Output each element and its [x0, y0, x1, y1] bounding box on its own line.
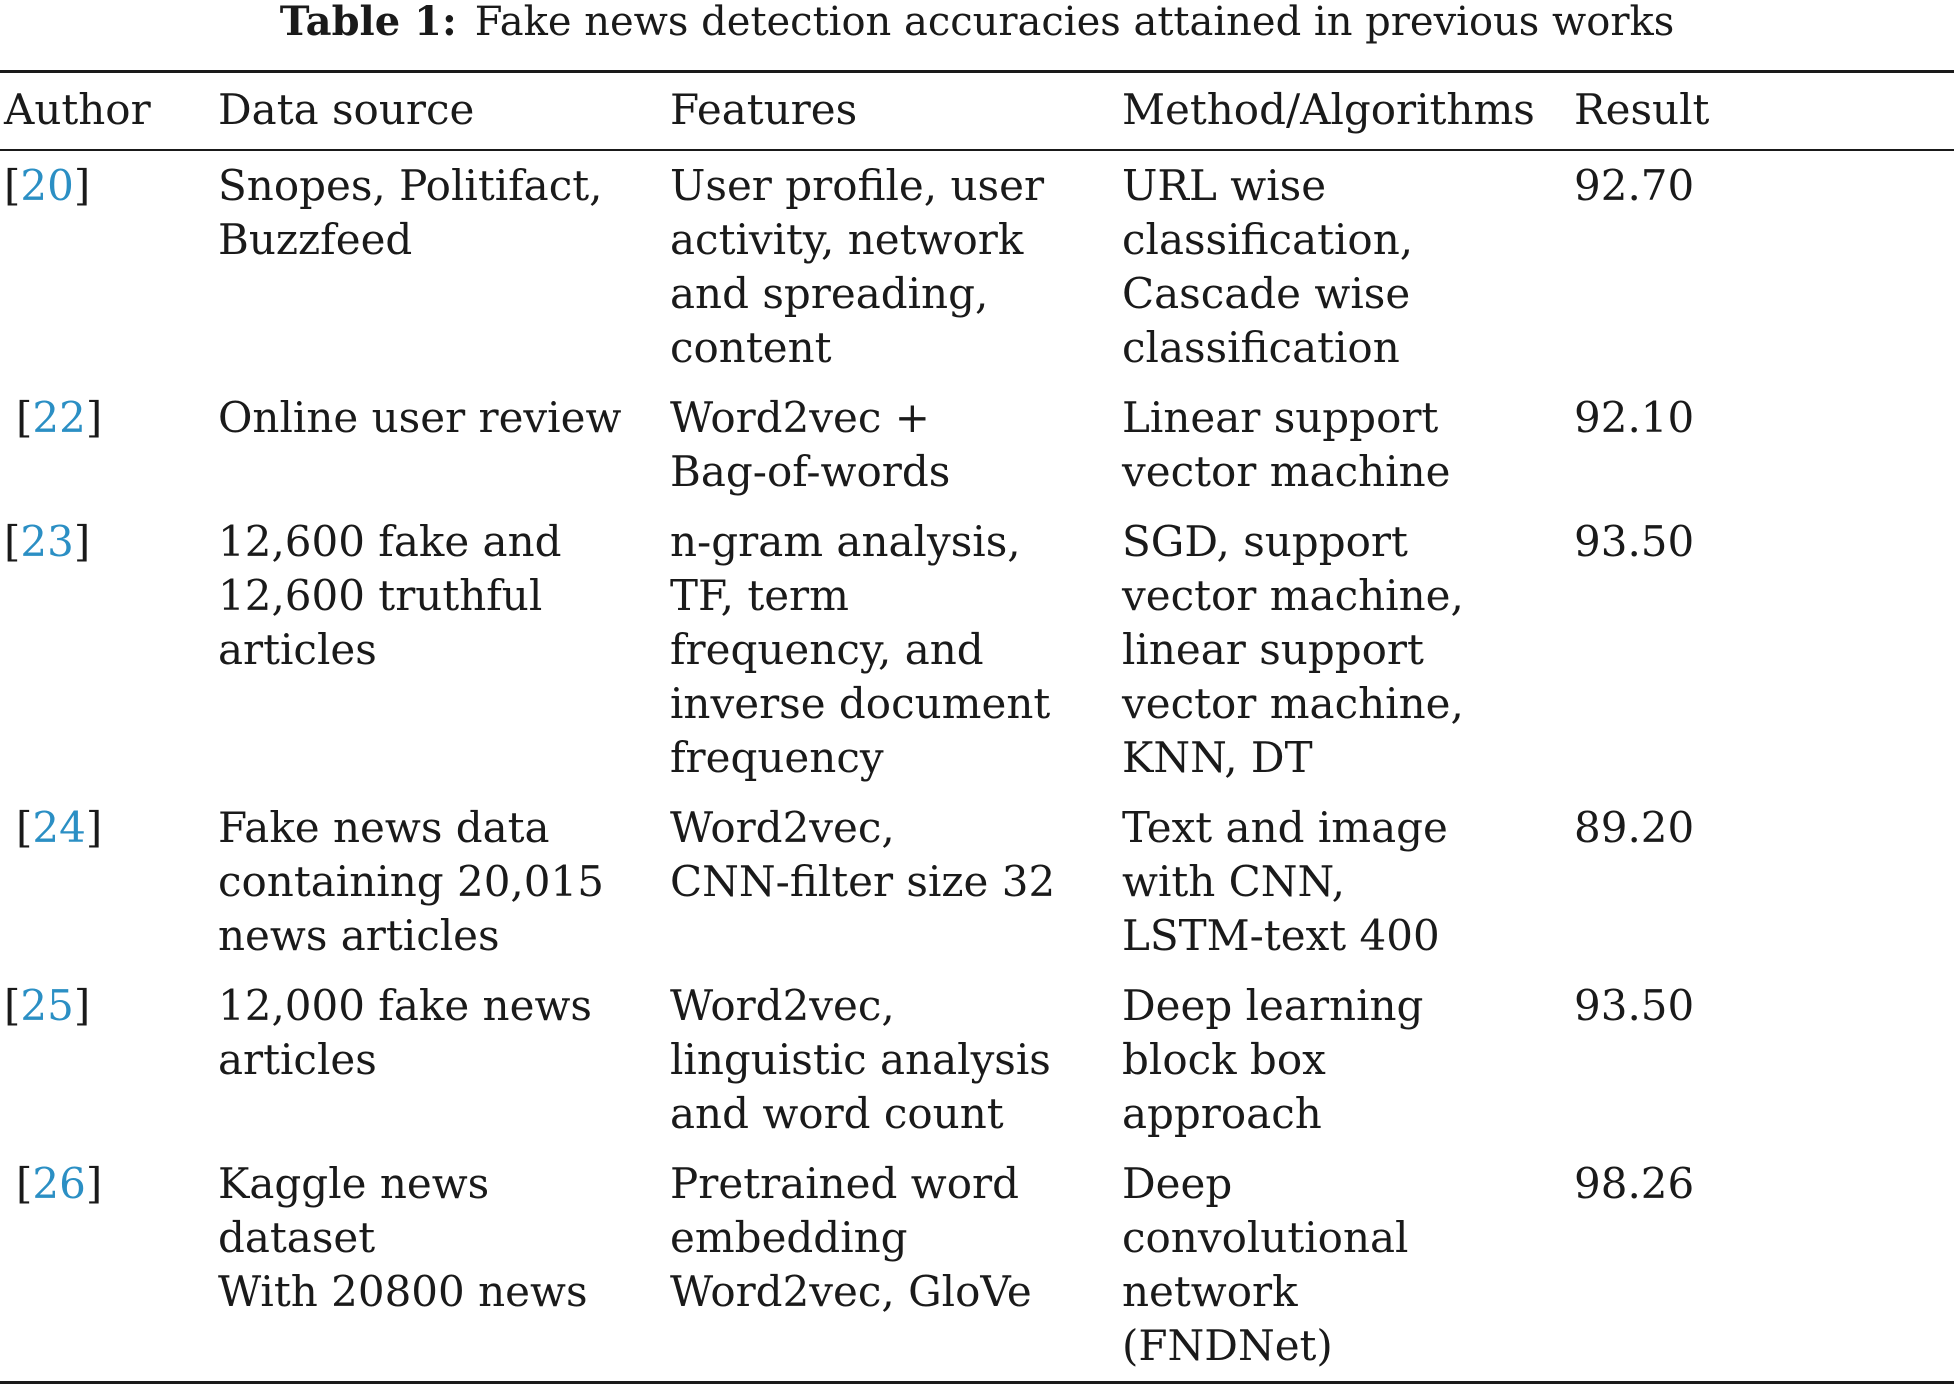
text-line: Snopes, Politifact, — [218, 161, 603, 210]
author-cell: [24] — [16, 803, 103, 852]
table-row — [0, 150, 1954, 383]
text-line: classification, — [1122, 215, 1414, 264]
text-line: network — [1122, 1267, 1298, 1316]
text-line: and spreading, — [670, 269, 989, 318]
text-line: content — [670, 323, 832, 372]
data-source-cell — [218, 507, 670, 793]
data-source-cell — [218, 971, 670, 1149]
text-line: TF, term — [670, 571, 849, 620]
text-line: Buzzfeed — [218, 215, 413, 264]
features-cell — [670, 971, 1122, 1149]
text-line: frequency, and — [670, 625, 984, 674]
method-cell — [1122, 793, 1574, 971]
author-cell: [25] — [4, 981, 91, 1030]
table-row — [0, 793, 1954, 971]
text-line: 12,000 fake news — [218, 981, 592, 1030]
text-line: Fake news data — [218, 803, 550, 852]
reference-link[interactable]: 25 — [20, 981, 74, 1030]
reference-link[interactable]: 22 — [32, 393, 86, 442]
text-line: Text and image — [1122, 803, 1448, 852]
data-source-cell — [218, 150, 670, 383]
result-cell: 98.26 — [1574, 1159, 1695, 1208]
text-line: news articles — [218, 911, 500, 960]
result-cell: 93.50 — [1574, 981, 1695, 1030]
reference-link[interactable]: 20 — [20, 161, 74, 210]
text-line: embedding — [670, 1213, 908, 1262]
header-result: Result — [1574, 85, 1710, 134]
features-cell — [670, 150, 1122, 383]
text-line: linguistic analysis — [670, 1035, 1051, 1084]
text-line: articles — [218, 1035, 377, 1084]
result-cell: 92.70 — [1574, 161, 1695, 210]
text-line: classification — [1122, 323, 1400, 372]
data-source-cell — [218, 793, 670, 971]
header-features: Features — [670, 85, 858, 134]
text-line: Bag-of-words — [670, 447, 951, 496]
author-cell: [20] — [4, 161, 91, 210]
text-line: articles — [218, 625, 377, 674]
text-line: block box — [1122, 1035, 1326, 1084]
text-line: Word2vec + — [670, 393, 930, 442]
features-cell — [670, 1149, 1122, 1383]
method-cell — [1122, 383, 1574, 507]
text-line: LSTM-text 400 — [1122, 911, 1440, 960]
table-row — [0, 971, 1954, 1149]
header-row — [0, 72, 1954, 151]
text-line: dataset — [218, 1213, 376, 1262]
text-line: vector machine, — [1122, 679, 1464, 728]
text-line: Pretrained word — [670, 1159, 1019, 1208]
results-table — [0, 70, 1954, 1384]
table-row — [0, 383, 1954, 507]
text-line: KNN, DT — [1122, 733, 1313, 782]
header-method: Method/Algorithms — [1122, 85, 1535, 134]
data-source-cell — [218, 383, 670, 507]
text-line: Deep — [1122, 1159, 1233, 1208]
text-line: Kaggle news — [218, 1159, 490, 1208]
text-line: Linear support — [1122, 393, 1439, 442]
text-line: CNN-filter size 32 — [670, 857, 1056, 906]
caption-text: Fake news detection accuracies attained in previous works — [474, 0, 1675, 45]
text-line: Cascade wise — [1122, 269, 1411, 318]
text-line: n-gram analysis, — [670, 517, 1021, 566]
text-line: Deep learning — [1122, 981, 1424, 1030]
text-line: containing 20,015 — [218, 857, 604, 906]
text-line: URL wise — [1122, 161, 1327, 210]
text-line: SGD, support — [1122, 517, 1408, 566]
text-line: linear support — [1122, 625, 1424, 674]
header-author: Author — [4, 85, 151, 134]
method-cell — [1122, 150, 1574, 383]
text-line: and word count — [670, 1089, 1004, 1138]
header-data-source: Data source — [218, 85, 475, 134]
result-cell: 92.10 — [1574, 393, 1695, 442]
result-cell: 89.20 — [1574, 803, 1695, 852]
text-line: frequency — [670, 733, 884, 782]
method-cell — [1122, 507, 1574, 793]
text-line: Word2vec, — [670, 803, 895, 852]
author-cell: [26] — [16, 1159, 103, 1208]
method-cell — [1122, 1149, 1574, 1383]
reference-link[interactable]: 24 — [32, 803, 86, 852]
reference-link[interactable]: 26 — [32, 1159, 86, 1208]
text-line: Online user review — [218, 393, 622, 442]
features-cell — [670, 793, 1122, 971]
text-line: Word2vec, — [670, 981, 895, 1030]
text-line: User profile, user — [670, 161, 1045, 210]
table-caption — [0, 0, 1954, 44]
text-line: with CNN, — [1122, 857, 1345, 906]
text-line: 12,600 truthful — [218, 571, 543, 620]
reference-link[interactable]: 23 — [20, 517, 74, 566]
text-line: approach — [1122, 1089, 1322, 1138]
text-line: (FNDNet) — [1122, 1321, 1333, 1370]
text-line: vector machine, — [1122, 571, 1464, 620]
caption-label: Table 1: — [279, 0, 457, 45]
features-cell — [670, 507, 1122, 793]
table-row — [0, 1149, 1954, 1383]
text-line: 12,600 fake and — [218, 517, 562, 566]
result-cell: 93.50 — [1574, 517, 1695, 566]
text-line: convolutional — [1122, 1213, 1409, 1262]
author-cell: [23] — [4, 517, 91, 566]
table-row — [0, 507, 1954, 793]
text-line: inverse document — [670, 679, 1051, 728]
text-line: With 20800 news — [218, 1267, 588, 1316]
text-line: activity, network — [670, 215, 1024, 264]
author-cell: [22] — [16, 393, 103, 442]
data-source-cell — [218, 1149, 670, 1383]
method-cell — [1122, 971, 1574, 1149]
text-line: vector machine — [1122, 447, 1451, 496]
text-line: Word2vec, GloVe — [670, 1267, 1032, 1316]
features-cell — [670, 383, 1122, 507]
